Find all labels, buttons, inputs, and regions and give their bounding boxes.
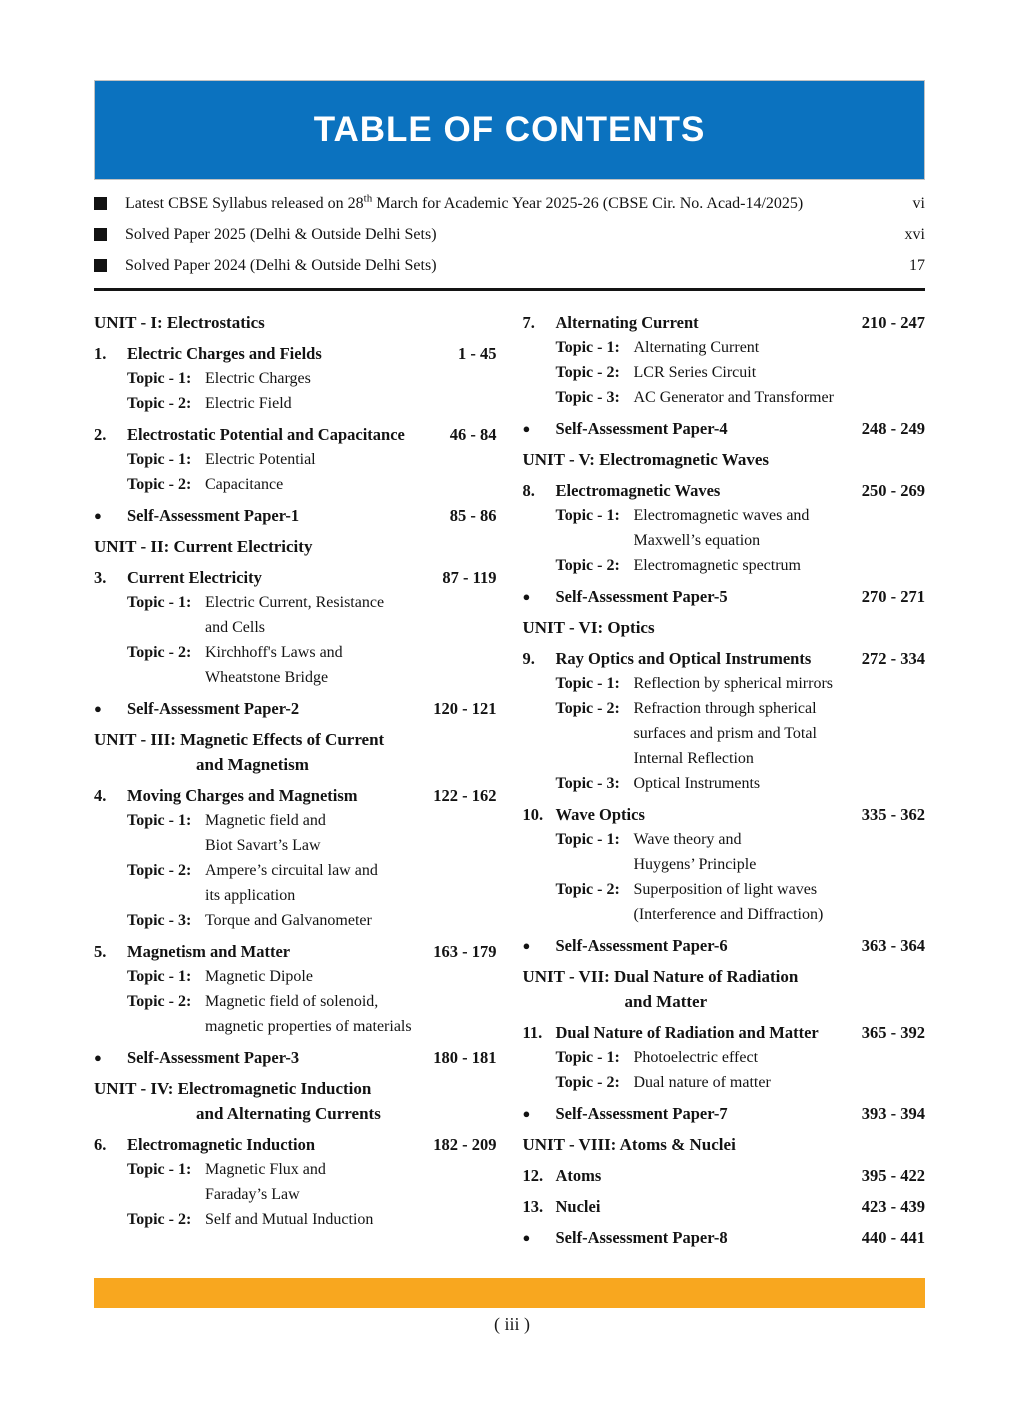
chapter-pages: 87 - 119 (442, 568, 497, 587)
topic-entry (94, 472, 497, 497)
topic-text (634, 335, 926, 360)
paper-pages: 440 - 441 (861, 1228, 925, 1247)
self-assessment-entry (94, 696, 497, 721)
front-matter-text-part: th (363, 192, 373, 205)
chapter-entry (94, 341, 497, 366)
topic-text (634, 827, 926, 877)
toc-column-right (523, 304, 926, 1250)
chapter-entry (523, 646, 926, 671)
topic-label: Topic - 2: (127, 395, 192, 412)
topic-text (205, 640, 497, 690)
circle-bullet-icon: ● (522, 1106, 531, 1121)
front-matter-text (107, 223, 883, 246)
paper-title: Self-Assessment Paper-1 (127, 506, 300, 525)
paper-title: Self-Assessment Paper-5 (555, 587, 728, 606)
square-bullet-icon (94, 259, 107, 272)
topic-entry (523, 503, 926, 553)
front-matter-page: vi (912, 195, 925, 212)
topic-entry (94, 590, 497, 640)
topic-label: Topic - 2: (127, 993, 192, 1010)
topic-text (205, 391, 497, 416)
chapter-title: Atoms (555, 1166, 602, 1185)
unit-heading (523, 1132, 926, 1157)
topic-text-line: Maxwell’s equation (633, 532, 761, 549)
topic-label: Topic - 1: (127, 370, 192, 387)
paper-pages: 270 - 271 (861, 587, 925, 606)
front-matter-text-part: Latest CBSE Syllabus released on 28 (125, 195, 364, 212)
unit-heading-line: UNIT - V: Electromagnetic Waves (522, 450, 769, 469)
self-assessment-entry (523, 584, 926, 609)
chapter-number: 4. (94, 786, 107, 805)
topic-text-line: Self and Mutual Induction (205, 1211, 374, 1228)
topic-label: Topic - 2: (127, 476, 192, 493)
chapter-pages: 395 - 422 (861, 1166, 925, 1185)
chapter-number: 8. (522, 481, 535, 500)
chapter-pages: 365 - 392 (861, 1023, 925, 1042)
divider-rule (94, 288, 925, 291)
page-number: ( iii ) (494, 1314, 530, 1334)
topic-entry (94, 1157, 497, 1207)
topic-text (634, 671, 926, 696)
topic-text-line: Dual nature of matter (633, 1074, 771, 1091)
topic-label: Topic - 1: (127, 1161, 192, 1178)
topic-label: Topic - 1: (555, 339, 620, 356)
circle-bullet-icon: ● (522, 938, 531, 953)
unit-heading (523, 615, 926, 640)
topic-text-line: Electromagnetic spectrum (633, 557, 801, 574)
topic-label: Topic - 1: (127, 451, 192, 468)
front-matter-text (107, 192, 883, 215)
chapter-title: Dual Nature of Radiation and Matter (555, 1023, 819, 1042)
chapter-entry (94, 783, 497, 808)
chapter-number: 5. (94, 942, 107, 961)
topic-entry (94, 908, 497, 933)
self-assessment-entry (523, 1225, 926, 1250)
topic-label: Topic - 2: (555, 557, 620, 574)
topic-text-line: Wave theory and (633, 831, 742, 848)
chapter-pages: 46 - 84 (449, 425, 497, 444)
circle-bullet-icon: ● (94, 508, 102, 523)
chapter-number: 11. (522, 1023, 543, 1042)
topic-entry (94, 640, 497, 690)
self-assessment-entry (523, 933, 926, 958)
topic-label: Topic - 1: (555, 675, 620, 692)
topic-entry (523, 696, 926, 771)
front-matter-row (94, 254, 925, 285)
topic-entry (94, 989, 497, 1039)
topic-text-line: Photoelectric effect (633, 1049, 759, 1066)
circle-bullet-icon: ● (522, 421, 531, 436)
front-matter-text-part: Solved Paper 2025 (Delhi & Outside Delhi Sets) (125, 226, 437, 243)
topic-text (634, 1045, 926, 1070)
chapter-title: Alternating Current (555, 313, 699, 332)
paper-pages: 248 - 249 (861, 419, 925, 438)
topic-entry (94, 366, 497, 391)
paper-title: Self-Assessment Paper-8 (555, 1228, 728, 1247)
paper-pages: 120 - 121 (433, 699, 497, 718)
topic-label: Topic - 2: (555, 364, 620, 381)
chapter-pages: 423 - 439 (861, 1197, 925, 1216)
unit-heading-line: UNIT - VI: Optics (522, 618, 655, 637)
topic-label: Topic - 1: (555, 831, 620, 848)
topic-text-line: Electric Charges (205, 370, 311, 387)
topic-text (205, 989, 497, 1039)
chapter-number: 10. (522, 805, 544, 824)
chapter-title: Nuclei (555, 1197, 601, 1216)
chapter-entry (523, 1020, 926, 1045)
topic-text (205, 447, 497, 472)
topic-label: Topic - 1: (127, 968, 192, 985)
unit-heading-line: UNIT - VIII: Atoms & Nuclei (522, 1135, 736, 1154)
unit-heading-line: and Matter (624, 992, 708, 1011)
topic-label: Topic - 2: (127, 1211, 192, 1228)
topic-entry (523, 385, 926, 410)
topic-text (634, 503, 926, 553)
topic-text (634, 696, 926, 771)
circle-bullet-icon: ● (94, 1050, 102, 1065)
topic-entry (523, 335, 926, 360)
page-header (94, 80, 925, 180)
chapter-entry (523, 802, 926, 827)
topic-text-line: AC Generator and Transformer (633, 389, 834, 406)
front-matter-page: xvi (904, 226, 925, 243)
topic-label: Topic - 1: (127, 812, 192, 829)
paper-pages: 363 - 364 (861, 936, 925, 955)
topic-text-line: Electric Field (205, 395, 292, 412)
topic-text-line: Electromagnetic waves and (633, 507, 810, 524)
page-title: TABLE OF CONTENTS (313, 110, 706, 149)
topic-text-line: Biot Savart’s Law (205, 837, 321, 854)
circle-bullet-icon: ● (522, 589, 531, 604)
self-assessment-entry (523, 416, 926, 441)
paper-title: Self-Assessment Paper-3 (127, 1048, 300, 1067)
front-matter-text (107, 254, 883, 277)
footer-accent-bar (94, 1278, 925, 1308)
paper-title: Self-Assessment Paper-6 (555, 936, 728, 955)
front-matter-row (94, 223, 925, 254)
topic-text-line: Wheatstone Bridge (205, 669, 329, 686)
chapter-pages: 250 - 269 (861, 481, 925, 500)
topic-text-line: magnetic properties of materials (205, 1018, 412, 1035)
topic-text-line: and Cells (205, 619, 265, 636)
unit-heading-line: UNIT - II: Current Electricity (94, 537, 313, 556)
topic-text-line: Alternating Current (633, 339, 760, 356)
chapter-entry (523, 310, 926, 335)
topic-entry (523, 553, 926, 578)
topic-text-line: Refraction through spherical (633, 700, 817, 717)
paper-pages: 85 - 86 (449, 506, 497, 525)
unit-heading-line: UNIT - III: Magnetic Effects of Current (94, 730, 385, 749)
chapter-title: Current Electricity (127, 568, 262, 587)
unit-heading-line: UNIT - I: Electrostatics (94, 313, 265, 332)
chapter-number: 1. (94, 344, 107, 363)
circle-bullet-icon: ● (94, 701, 102, 716)
front-matter-text-part: March for Academic Year 2025-26 (CBSE Cir. No. Acad-14/2025) (372, 195, 804, 212)
topic-text-line: its application (205, 887, 296, 904)
topic-label: Topic - 2: (127, 644, 192, 661)
chapter-number: 2. (94, 425, 107, 444)
topic-label: Topic - 3: (555, 775, 620, 792)
unit-heading (94, 1076, 497, 1126)
unit-heading (94, 727, 497, 777)
toc-column-left (94, 304, 497, 1250)
topic-text-line: surfaces and prism and Total (633, 725, 817, 742)
chapter-entry (523, 478, 926, 503)
unit-heading-line: and Magnetism (196, 755, 309, 774)
chapter-number: 6. (94, 1135, 107, 1154)
toc-columns (94, 304, 925, 1250)
topic-text-line: Reflection by spherical mirrors (633, 675, 833, 692)
topic-text-line: Internal Reflection (633, 750, 754, 767)
self-assessment-entry (94, 503, 497, 528)
topic-label: Topic - 2: (127, 862, 192, 879)
topic-entry (94, 808, 497, 858)
topic-entry (523, 1045, 926, 1070)
topic-text-line: Electric Current, Resistance (205, 594, 385, 611)
chapter-entry (94, 422, 497, 447)
topic-entry (94, 964, 497, 989)
chapter-title: Electromagnetic Waves (555, 481, 721, 500)
topic-text-line: Capacitance (205, 476, 284, 493)
paper-pages: 393 - 394 (861, 1104, 925, 1123)
unit-heading-line: and Alternating Currents (196, 1104, 381, 1123)
topic-text (205, 964, 497, 989)
chapter-number: 13. (522, 1197, 544, 1216)
topic-text-line: Kirchhoff's Laws and (205, 644, 343, 661)
topic-text-line: Superposition of light waves (633, 881, 818, 898)
chapter-number: 12. (522, 1166, 544, 1185)
topic-text (205, 590, 497, 640)
topic-text-line: LCR Series Circuit (633, 364, 757, 381)
chapter-title: Electric Charges and Fields (127, 344, 322, 363)
topic-text (205, 366, 497, 391)
square-bullet-icon (94, 228, 107, 241)
self-assessment-entry (94, 1045, 497, 1070)
square-bullet-icon (94, 197, 107, 210)
topic-text-line: Electric Potential (205, 451, 316, 468)
chapter-pages: 163 - 179 (433, 942, 497, 961)
paper-title: Self-Assessment Paper-4 (555, 419, 728, 438)
chapter-entry (94, 939, 497, 964)
topic-text-line: Magnetic field of solenoid, (205, 993, 379, 1010)
chapter-pages: 335 - 362 (861, 805, 925, 824)
circle-bullet-icon: ● (522, 1230, 531, 1245)
topic-label: Topic - 2: (555, 700, 620, 717)
topic-entry (523, 827, 926, 877)
chapter-entry (523, 1194, 926, 1219)
chapter-title: Electrostatic Potential and Capacitance (127, 425, 405, 444)
chapter-title: Moving Charges and Magnetism (127, 786, 358, 805)
topic-text-line: Optical Instruments (633, 775, 761, 792)
chapter-entry (94, 565, 497, 590)
topic-text-line: Faraday’s Law (205, 1186, 300, 1203)
chapter-pages: 122 - 162 (433, 786, 497, 805)
topic-text-line: (Interference and Diffraction) (633, 906, 824, 923)
topic-label: Topic - 3: (127, 912, 192, 929)
topic-entry (523, 671, 926, 696)
unit-heading-line: UNIT - IV: Electromagnetic Induction (94, 1079, 372, 1098)
unit-heading (523, 964, 926, 1014)
topic-entry (523, 877, 926, 927)
chapter-pages: 1 - 45 (458, 344, 497, 363)
topic-entry (523, 360, 926, 385)
unit-heading (94, 534, 497, 559)
topic-label: Topic - 2: (555, 881, 620, 898)
topic-text (205, 908, 497, 933)
topic-text (634, 553, 926, 578)
topic-text (205, 1157, 497, 1207)
topic-text (205, 472, 497, 497)
topic-text-line: Huygens’ Principle (633, 856, 757, 873)
front-matter-row (94, 192, 925, 223)
topic-text-line: Magnetic Dipole (205, 968, 313, 985)
topic-text (205, 858, 497, 908)
topic-label: Topic - 1: (555, 1049, 620, 1066)
topic-text-line: Magnetic field and (205, 812, 326, 829)
topic-entry (94, 1207, 497, 1232)
topic-label: Topic - 1: (127, 594, 192, 611)
front-matter-page: 17 (909, 257, 925, 274)
paper-title: Self-Assessment Paper-2 (127, 699, 300, 718)
topic-label: Topic - 1: (555, 507, 620, 524)
unit-heading (523, 447, 926, 472)
topic-text-line: Magnetic Flux and (205, 1161, 326, 1178)
self-assessment-entry (523, 1101, 926, 1126)
unit-heading-line: UNIT - VII: Dual Nature of Radiation (522, 967, 799, 986)
paper-title: Self-Assessment Paper-7 (555, 1104, 728, 1123)
chapter-title: Magnetism and Matter (127, 942, 291, 961)
front-matter-text-part: Solved Paper 2024 (Delhi & Outside Delhi Sets) (125, 257, 437, 274)
chapter-pages: 272 - 334 (861, 649, 925, 668)
chapter-number: 9. (522, 649, 535, 668)
topic-entry (523, 771, 926, 796)
topic-text (634, 360, 926, 385)
topic-text-line: Ampere’s circuital law and (205, 862, 378, 879)
topic-label: Topic - 3: (555, 389, 620, 406)
chapter-number: 3. (94, 568, 107, 587)
topic-text-line: Torque and Galvanometer (205, 912, 372, 929)
chapter-title: Wave Optics (555, 805, 645, 824)
topic-entry (523, 1070, 926, 1095)
topic-label: Topic - 2: (555, 1074, 620, 1091)
topic-text (634, 877, 926, 927)
topic-text (634, 385, 926, 410)
unit-heading (94, 310, 497, 335)
front-matter-list (94, 192, 925, 285)
chapter-entry (523, 1163, 926, 1188)
chapter-entry (94, 1132, 497, 1157)
chapter-number: 7. (522, 313, 535, 332)
paper-pages: 180 - 181 (433, 1048, 497, 1067)
topic-entry (94, 391, 497, 416)
topic-text (634, 771, 926, 796)
chapter-pages: 182 - 209 (433, 1135, 497, 1154)
topic-text (205, 1207, 497, 1232)
topic-entry (94, 858, 497, 908)
chapter-title: Ray Optics and Optical Instruments (555, 649, 812, 668)
topic-text (205, 808, 497, 858)
chapter-title: Electromagnetic Induction (127, 1135, 316, 1154)
topic-entry (94, 447, 497, 472)
topic-text (634, 1070, 926, 1095)
chapter-pages: 210 - 247 (861, 313, 925, 332)
